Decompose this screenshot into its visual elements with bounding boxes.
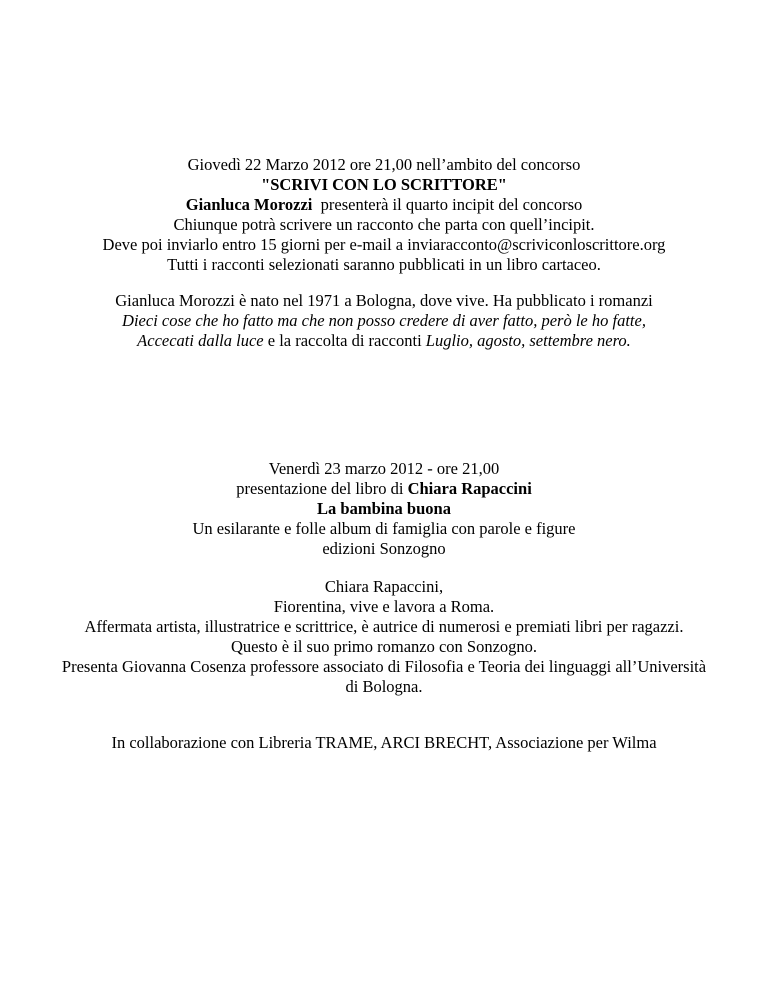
- contest-title-text: "SCRIVI CON LO SCRITTORE": [261, 175, 507, 194]
- event-1-author-name: Gianluca Morozzi: [185, 195, 313, 214]
- novel-title-1: Dieci cose che ho fatto ma che non posso credere di aver fatto, però le ho fatte,: [122, 311, 646, 330]
- bio-2-line-2: Fiorentina, vive e lavora a Roma.: [273, 597, 495, 616]
- bio-1-line-1: Gianluca Morozzi è nato nel 1971 a Bologna, dove vive. Ha pubblicato i romanzi: [115, 291, 653, 310]
- event-2-announcement: [60, 459, 708, 559]
- book-description: Un esilarante e folle album di famiglia con parole e figure: [192, 519, 576, 538]
- bio-1-mid-text: e la raccolta di racconti: [263, 331, 426, 350]
- novel-title-2: Accecati dalla luce: [137, 331, 264, 350]
- event-1-date-line: Giovedì 22 Marzo 2012 ore 21,00 nell’ambito del concorso: [187, 155, 581, 174]
- bio-1-line-3: [60, 331, 708, 351]
- event-1-announcement: [60, 155, 708, 275]
- book-publisher: edizioni Sonzogno: [322, 539, 446, 558]
- book-title: La bambina buona: [317, 499, 451, 518]
- bio-2-line-1: Chiara Rapaccini,: [324, 577, 444, 596]
- author-2-bio: [60, 577, 708, 697]
- bio-2-line-4: Questo è il suo primo romanzo con Sonzogno.: [230, 637, 538, 656]
- event-2-date-line: Venerdì 23 marzo 2012 - ore 21,00: [268, 459, 500, 478]
- bio-2-line-3: Affermata artista, illustratrice e scrittrice, è autrice di numerosi e premiati libri per ragazzi.: [84, 617, 684, 636]
- contest-title: [60, 175, 708, 195]
- bio-2-line-5: Presenta Giovanna Cosenza professore associato di Filosofia e Teoria dei linguaggi all’Università di Bologna.: [61, 657, 707, 696]
- event-2-author-name: Chiara Rapaccini: [407, 479, 532, 498]
- collaboration-text: In collaborazione con Libreria TRAME, ARCI BRECHT, Associazione per Wilma: [111, 733, 657, 752]
- event-1-author-rest: presenterà il quarto incipit del concorso: [312, 195, 583, 214]
- author-1-bio: [60, 291, 708, 351]
- event-1-line-6: Tutti i racconti selezionati saranno pubblicati in un libro cartaceo.: [167, 255, 601, 274]
- story-collection-title: Luglio, agosto, settembre nero.: [425, 331, 631, 350]
- event-1-line-4: Chiunque potrà scrivere un racconto che parta con quell’incipit.: [173, 215, 595, 234]
- event-2-presentation-prefix: presentazione del libro di: [236, 479, 408, 498]
- event-1-line-5: Deve poi inviarlo entro 15 giorni per e-mail a inviaracconto@scriviconloscrittore.org: [102, 235, 666, 254]
- event-1-author-line: [60, 195, 708, 215]
- book-title-line: [60, 499, 708, 519]
- collaboration-note: [60, 733, 708, 753]
- bio-1-line-2: [60, 311, 708, 331]
- event-2-presentation-line: [60, 479, 708, 499]
